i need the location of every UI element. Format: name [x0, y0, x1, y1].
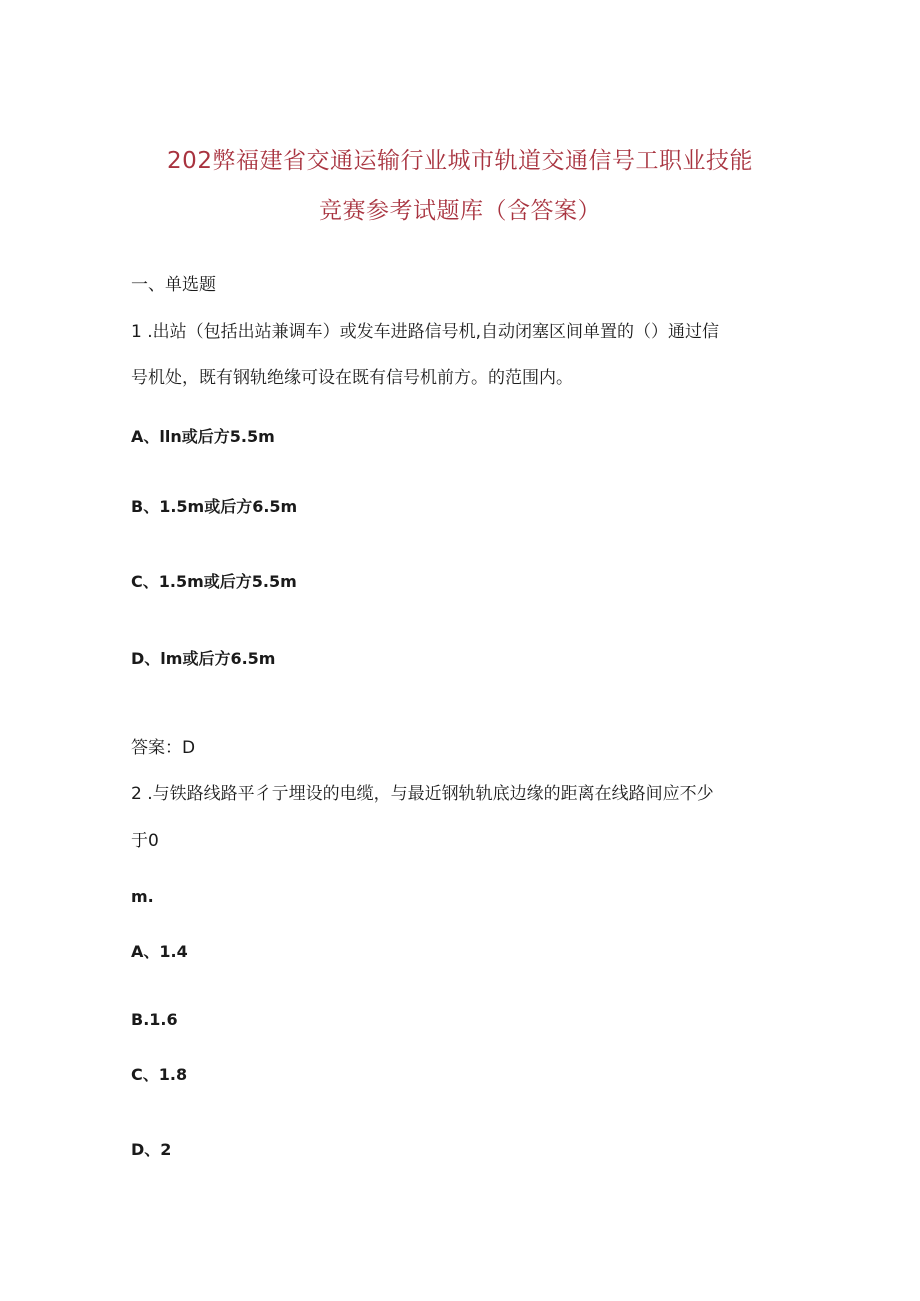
question-2-text-line-1: 2 .与铁路线路平彳亍埋设的电缆，与最近钢轨轨底边缘的距离在线路间应不少 [131, 784, 714, 804]
question-1-answer: 答案：D [131, 738, 196, 758]
question-1-option-c: C、1.5m或后方5.5m [131, 572, 297, 591]
question-1-text-line-2: 号机处，既有钢轨绝缘可设在既有信号机前方。的范围内。 [131, 368, 573, 388]
question-1-option-d: D、lm或后方6.5m [131, 649, 276, 668]
question-1-option-a: A、lln或后方5.5m [131, 427, 275, 446]
question-2-option-c: C、1.8 [131, 1065, 188, 1084]
document-title-line-1: 202弊福建省交通运输行业城市轨道交通信号工职业技能 [167, 148, 753, 174]
question-2-text-line-2: 于0 [131, 831, 159, 851]
question-1-text-line-1: 1 .出站（包括出站兼调车）或发车进路信号机,自动闭塞区间单置的（）通过信 [131, 322, 720, 342]
question-1-option-b: B、1.5m或后方6.5m [131, 497, 298, 516]
question-2-option-b: B.1.6 [131, 1010, 178, 1029]
question-2-option-a: A、1.4 [131, 942, 188, 961]
section-heading: 一、单选题 [131, 275, 216, 295]
question-2-text-line-3: m. [131, 887, 154, 906]
question-2-option-d: D、2 [131, 1140, 172, 1159]
document-title-line-2: 竞赛参考试题库（含答案） [319, 198, 601, 224]
